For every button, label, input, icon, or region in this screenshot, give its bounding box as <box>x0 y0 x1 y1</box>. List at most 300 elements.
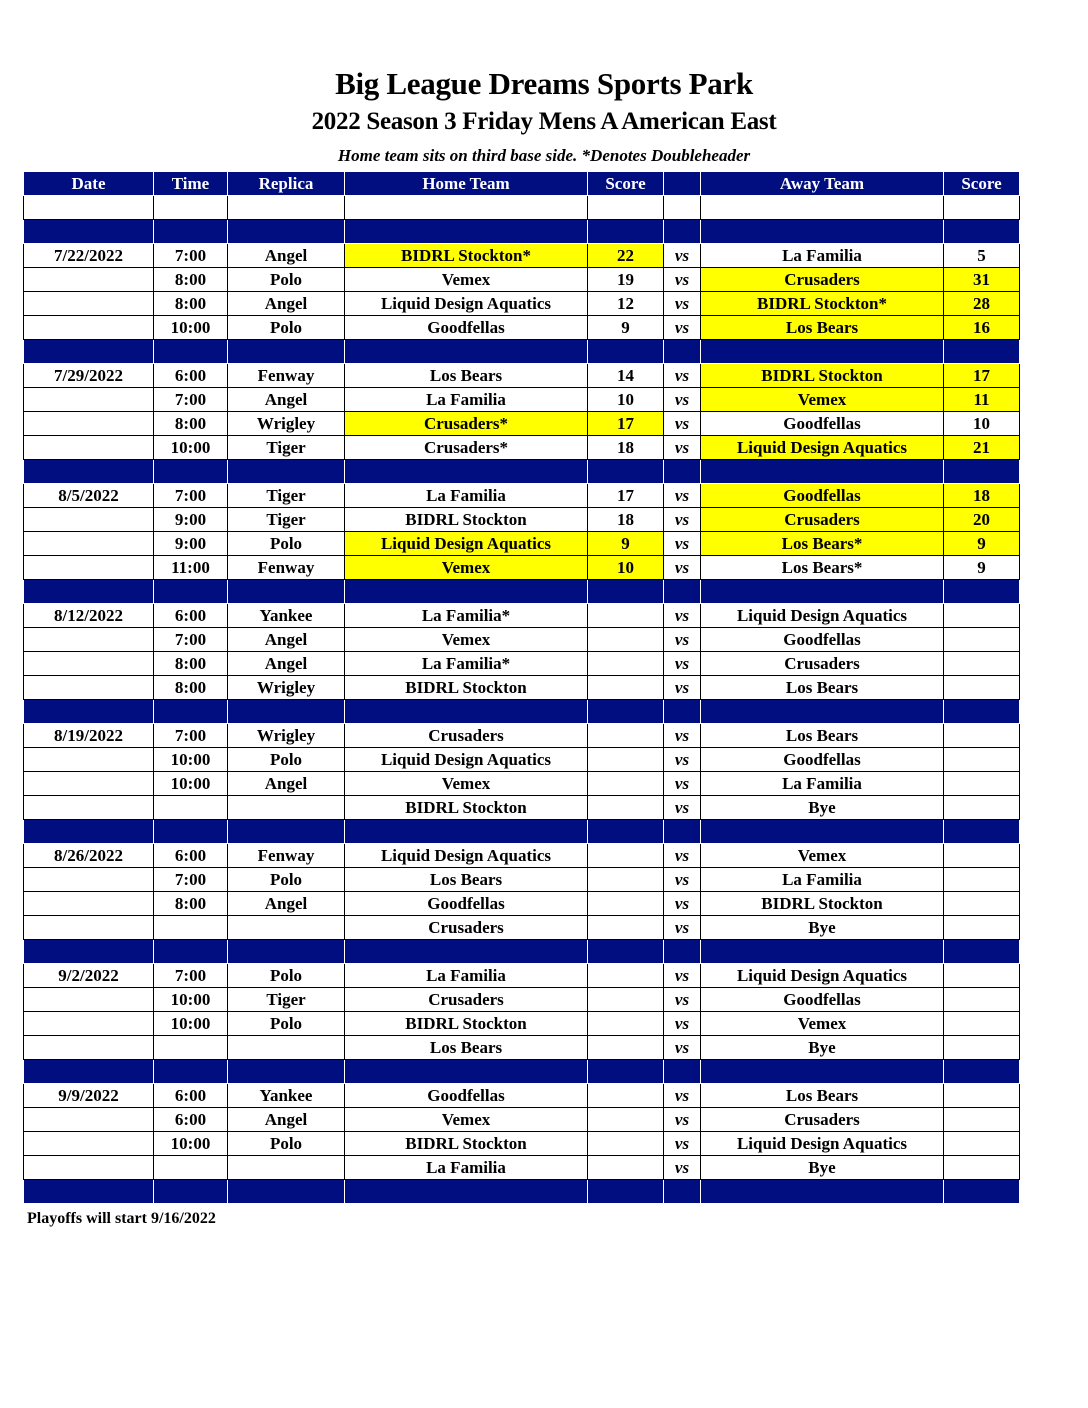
home-score <box>588 652 664 676</box>
home-team: Vemex <box>345 628 588 652</box>
game-field: Fenway <box>228 844 345 868</box>
away-score <box>944 1012 1020 1036</box>
game-time: 7:00 <box>154 964 228 988</box>
home-score <box>588 1036 664 1060</box>
game-date <box>24 676 154 700</box>
home-score <box>588 1012 664 1036</box>
home-team: Crusaders <box>345 724 588 748</box>
home-score: 18 <box>588 436 664 460</box>
home-score <box>588 1084 664 1108</box>
game-date <box>24 508 154 532</box>
game-time: 6:00 <box>154 1084 228 1108</box>
col-time: Time <box>154 172 228 196</box>
game-time: 8:00 <box>154 652 228 676</box>
away-score: 16 <box>944 316 1020 340</box>
away-score <box>944 916 1020 940</box>
game-field <box>228 1156 345 1180</box>
game-date <box>24 1012 154 1036</box>
game-field <box>228 916 345 940</box>
vs-label: vs <box>664 604 701 628</box>
game-field: Wrigley <box>228 412 345 436</box>
game-row <box>24 796 1020 820</box>
game-row <box>24 964 1020 988</box>
game-row <box>24 844 1020 868</box>
game-date: 8/19/2022 <box>24 724 154 748</box>
game-field: Angel <box>228 388 345 412</box>
game-field <box>228 1036 345 1060</box>
away-team: BIDRL Stockton* <box>701 292 944 316</box>
game-date: 8/5/2022 <box>24 484 154 508</box>
home-score <box>588 772 664 796</box>
home-team: BIDRL Stockton <box>345 796 588 820</box>
home-team: Crusaders <box>345 916 588 940</box>
game-row <box>24 508 1020 532</box>
game-date <box>24 388 154 412</box>
separator-row <box>24 940 1020 964</box>
home-score: 10 <box>588 388 664 412</box>
home-score <box>588 844 664 868</box>
vs-label: vs <box>664 628 701 652</box>
game-date: 9/2/2022 <box>24 964 154 988</box>
away-score: 18 <box>944 484 1020 508</box>
game-row <box>24 724 1020 748</box>
away-score: 20 <box>944 508 1020 532</box>
game-row <box>24 1084 1020 1108</box>
away-team: Bye <box>701 1036 944 1060</box>
home-team: Liquid Design Aquatics <box>345 748 588 772</box>
home-team: BIDRL Stockton* <box>345 244 588 268</box>
game-time: 7:00 <box>154 724 228 748</box>
away-team: La Familia <box>701 244 944 268</box>
game-row <box>24 364 1020 388</box>
home-team: Goodfellas <box>345 1084 588 1108</box>
game-date <box>24 1132 154 1156</box>
home-score <box>588 916 664 940</box>
game-row <box>24 268 1020 292</box>
game-date <box>24 1156 154 1180</box>
away-score <box>944 604 1020 628</box>
game-row <box>24 868 1020 892</box>
away-score <box>944 772 1020 796</box>
home-score <box>588 892 664 916</box>
away-team: Los Bears <box>701 676 944 700</box>
home-team: BIDRL Stockton <box>345 1012 588 1036</box>
vs-label: vs <box>664 964 701 988</box>
game-time: 8:00 <box>154 292 228 316</box>
home-team: La Familia* <box>345 652 588 676</box>
game-field: Angel <box>228 628 345 652</box>
vs-label: vs <box>664 796 701 820</box>
home-team: Goodfellas <box>345 316 588 340</box>
game-time: 7:00 <box>154 868 228 892</box>
away-score <box>944 892 1020 916</box>
home-score: 17 <box>588 484 664 508</box>
game-field <box>228 796 345 820</box>
away-team: Crusaders <box>701 1108 944 1132</box>
away-score <box>944 748 1020 772</box>
game-field: Polo <box>228 868 345 892</box>
away-score <box>944 796 1020 820</box>
home-team: Crusaders <box>345 988 588 1012</box>
home-score: 9 <box>588 316 664 340</box>
game-field: Angel <box>228 1108 345 1132</box>
game-row <box>24 748 1020 772</box>
away-team: Goodfellas <box>701 628 944 652</box>
game-date <box>24 316 154 340</box>
game-row <box>24 628 1020 652</box>
game-date <box>24 268 154 292</box>
away-score <box>944 1108 1020 1132</box>
vs-label: vs <box>664 244 701 268</box>
separator-row <box>24 700 1020 724</box>
game-row <box>24 652 1020 676</box>
away-score <box>944 676 1020 700</box>
game-time <box>154 796 228 820</box>
game-time: 6:00 <box>154 1108 228 1132</box>
game-field: Angel <box>228 244 345 268</box>
game-time: 10:00 <box>154 316 228 340</box>
game-date <box>24 916 154 940</box>
home-score <box>588 1132 664 1156</box>
away-team: Crusaders <box>701 652 944 676</box>
header-row <box>24 172 1020 196</box>
home-score <box>588 604 664 628</box>
game-date <box>24 868 154 892</box>
separator-row <box>24 340 1020 364</box>
game-field: Tiger <box>228 436 345 460</box>
col-date: Date <box>24 172 154 196</box>
game-date <box>24 772 154 796</box>
game-time: 8:00 <box>154 268 228 292</box>
separator-row <box>24 580 1020 604</box>
home-team: Liquid Design Aquatics <box>345 292 588 316</box>
game-date: 8/12/2022 <box>24 604 154 628</box>
game-field: Wrigley <box>228 724 345 748</box>
vs-label: vs <box>664 364 701 388</box>
game-row <box>24 988 1020 1012</box>
game-field: Yankee <box>228 1084 345 1108</box>
away-team: Crusaders <box>701 508 944 532</box>
game-row <box>24 292 1020 316</box>
home-score: 12 <box>588 292 664 316</box>
game-date: 7/29/2022 <box>24 364 154 388</box>
home-team: La Familia <box>345 1156 588 1180</box>
away-score <box>944 988 1020 1012</box>
away-team: Los Bears <box>701 724 944 748</box>
away-score <box>944 628 1020 652</box>
home-score <box>588 868 664 892</box>
home-team: Vemex <box>345 556 588 580</box>
game-field: Polo <box>228 964 345 988</box>
game-field: Polo <box>228 532 345 556</box>
game-row <box>24 484 1020 508</box>
game-row <box>24 436 1020 460</box>
game-time: 11:00 <box>154 556 228 580</box>
home-team: Los Bears <box>345 868 588 892</box>
game-field: Tiger <box>228 484 345 508</box>
game-date <box>24 412 154 436</box>
away-team: Crusaders <box>701 268 944 292</box>
vs-label: vs <box>664 892 701 916</box>
col-vs <box>664 172 701 196</box>
away-score: 21 <box>944 436 1020 460</box>
game-field: Polo <box>228 268 345 292</box>
col-away-score: Score <box>944 172 1020 196</box>
game-date <box>24 988 154 1012</box>
game-row <box>24 1012 1020 1036</box>
home-score <box>588 1156 664 1180</box>
vs-label: vs <box>664 1156 701 1180</box>
game-time: 7:00 <box>154 244 228 268</box>
game-field: Angel <box>228 652 345 676</box>
home-team: BIDRL Stockton <box>345 508 588 532</box>
game-date <box>24 1036 154 1060</box>
away-score <box>944 1156 1020 1180</box>
away-score <box>944 652 1020 676</box>
home-score <box>588 796 664 820</box>
game-row <box>24 1156 1020 1180</box>
away-score <box>944 1036 1020 1060</box>
game-row <box>24 244 1020 268</box>
game-date <box>24 748 154 772</box>
home-score: 10 <box>588 556 664 580</box>
separator-row <box>24 460 1020 484</box>
away-team: Liquid Design Aquatics <box>701 604 944 628</box>
vs-label: vs <box>664 868 701 892</box>
away-score: 9 <box>944 532 1020 556</box>
away-score <box>944 1084 1020 1108</box>
game-field: Angel <box>228 292 345 316</box>
vs-label: vs <box>664 1036 701 1060</box>
home-team: Los Bears <box>345 364 588 388</box>
game-field: Polo <box>228 748 345 772</box>
game-time: 6:00 <box>154 604 228 628</box>
game-row <box>24 604 1020 628</box>
game-time: 8:00 <box>154 892 228 916</box>
away-score <box>944 1132 1020 1156</box>
game-time: 10:00 <box>154 1132 228 1156</box>
game-time: 10:00 <box>154 988 228 1012</box>
away-team: Goodfellas <box>701 748 944 772</box>
home-score: 22 <box>588 244 664 268</box>
away-team: Bye <box>701 1156 944 1180</box>
game-time: 10:00 <box>154 436 228 460</box>
page-subtitle: 2022 Season 3 Friday Mens A American East <box>311 108 777 135</box>
vs-label: vs <box>664 436 701 460</box>
home-team: Vemex <box>345 772 588 796</box>
home-team: BIDRL Stockton <box>345 676 588 700</box>
playoffs-note: Playoffs will start 9/16/2022 <box>27 1210 216 1227</box>
away-score: 11 <box>944 388 1020 412</box>
col-home-score: Score <box>588 172 664 196</box>
game-time <box>154 1036 228 1060</box>
home-score <box>588 676 664 700</box>
vs-label: vs <box>664 268 701 292</box>
home-score: 14 <box>588 364 664 388</box>
game-date <box>24 532 154 556</box>
away-team: Vemex <box>701 388 944 412</box>
game-row <box>24 772 1020 796</box>
home-team: Crusaders* <box>345 436 588 460</box>
home-score <box>588 748 664 772</box>
separator-row <box>24 820 1020 844</box>
vs-label: vs <box>664 292 701 316</box>
game-row <box>24 1036 1020 1060</box>
game-field: Tiger <box>228 508 345 532</box>
away-score: 9 <box>944 556 1020 580</box>
away-score <box>944 868 1020 892</box>
game-date: 8/26/2022 <box>24 844 154 868</box>
col-away-team: Away Team <box>701 172 944 196</box>
game-field: Fenway <box>228 364 345 388</box>
home-team: La Familia* <box>345 604 588 628</box>
vs-label: vs <box>664 556 701 580</box>
game-time: 9:00 <box>154 508 228 532</box>
home-team: La Familia <box>345 964 588 988</box>
home-score <box>588 724 664 748</box>
game-row <box>24 556 1020 580</box>
away-team: Goodfellas <box>701 988 944 1012</box>
home-score <box>588 1108 664 1132</box>
game-field: Angel <box>228 892 345 916</box>
game-date <box>24 556 154 580</box>
home-score: 9 <box>588 532 664 556</box>
game-row <box>24 532 1020 556</box>
home-team: Los Bears <box>345 1036 588 1060</box>
home-score <box>588 628 664 652</box>
away-team: Liquid Design Aquatics <box>701 1132 944 1156</box>
game-time: 10:00 <box>154 772 228 796</box>
game-row <box>24 1132 1020 1156</box>
separator-row <box>24 220 1020 244</box>
vs-label: vs <box>664 676 701 700</box>
schedule-table <box>23 171 1020 1204</box>
game-time: 7:00 <box>154 388 228 412</box>
home-score <box>588 964 664 988</box>
vs-label: vs <box>664 508 701 532</box>
game-time: 8:00 <box>154 412 228 436</box>
vs-label: vs <box>664 748 701 772</box>
home-team: Crusaders* <box>345 412 588 436</box>
col-replica: Replica <box>228 172 345 196</box>
away-score: 31 <box>944 268 1020 292</box>
vs-label: vs <box>664 988 701 1012</box>
game-time: 10:00 <box>154 1012 228 1036</box>
game-time: 10:00 <box>154 748 228 772</box>
game-time: 9:00 <box>154 532 228 556</box>
away-team: Los Bears <box>701 316 944 340</box>
game-time: 7:00 <box>154 628 228 652</box>
game-row <box>24 1108 1020 1132</box>
vs-label: vs <box>664 772 701 796</box>
home-team: Vemex <box>345 1108 588 1132</box>
game-field: Polo <box>228 1132 345 1156</box>
away-score <box>944 724 1020 748</box>
game-row <box>24 412 1020 436</box>
game-field: Yankee <box>228 604 345 628</box>
vs-label: vs <box>664 844 701 868</box>
game-row <box>24 388 1020 412</box>
away-team: La Familia <box>701 772 944 796</box>
game-date <box>24 652 154 676</box>
home-team: Goodfellas <box>345 892 588 916</box>
away-team: Liquid Design Aquatics <box>701 964 944 988</box>
game-date <box>24 892 154 916</box>
game-time <box>154 916 228 940</box>
game-date: 7/22/2022 <box>24 244 154 268</box>
game-field: Polo <box>228 316 345 340</box>
away-team: Los Bears* <box>701 532 944 556</box>
game-date <box>24 796 154 820</box>
game-date <box>24 436 154 460</box>
away-team: Bye <box>701 796 944 820</box>
game-time: 7:00 <box>154 484 228 508</box>
spacer-row <box>24 196 1020 220</box>
vs-label: vs <box>664 652 701 676</box>
home-team: Vemex <box>345 268 588 292</box>
separator-row <box>24 1060 1020 1084</box>
home-score <box>588 988 664 1012</box>
game-time <box>154 1156 228 1180</box>
vs-label: vs <box>664 484 701 508</box>
game-date <box>24 628 154 652</box>
away-team: Liquid Design Aquatics <box>701 436 944 460</box>
away-team: Goodfellas <box>701 484 944 508</box>
away-team: Bye <box>701 916 944 940</box>
doubleheader-note: Home team sits on third base side. *Denotes Doubleheader <box>337 146 751 165</box>
game-field: Fenway <box>228 556 345 580</box>
vs-label: vs <box>664 532 701 556</box>
away-team: Goodfellas <box>701 412 944 436</box>
away-score: 17 <box>944 364 1020 388</box>
home-score: 17 <box>588 412 664 436</box>
home-team: La Familia <box>345 484 588 508</box>
separator-row <box>24 1180 1020 1204</box>
game-date <box>24 292 154 316</box>
game-field: Tiger <box>228 988 345 1012</box>
away-team: Los Bears <box>701 1084 944 1108</box>
vs-label: vs <box>664 1012 701 1036</box>
game-time: 6:00 <box>154 844 228 868</box>
game-row <box>24 316 1020 340</box>
game-field: Wrigley <box>228 676 345 700</box>
vs-label: vs <box>664 1108 701 1132</box>
home-team: Liquid Design Aquatics <box>345 844 588 868</box>
col-home-team: Home Team <box>345 172 588 196</box>
vs-label: vs <box>664 1132 701 1156</box>
away-score <box>944 844 1020 868</box>
away-score <box>944 964 1020 988</box>
vs-label: vs <box>664 916 701 940</box>
game-row <box>24 892 1020 916</box>
home-team: Liquid Design Aquatics <box>345 532 588 556</box>
game-row <box>24 676 1020 700</box>
vs-label: vs <box>664 412 701 436</box>
vs-label: vs <box>664 388 701 412</box>
game-time: 6:00 <box>154 364 228 388</box>
vs-label: vs <box>664 724 701 748</box>
page-title: Big League Dreams Sports Park <box>335 66 753 101</box>
home-score: 18 <box>588 508 664 532</box>
away-team: Vemex <box>701 1012 944 1036</box>
home-team: La Familia <box>345 388 588 412</box>
away-team: Vemex <box>701 844 944 868</box>
home-score: 19 <box>588 268 664 292</box>
game-date <box>24 1108 154 1132</box>
game-row <box>24 916 1020 940</box>
away-team: La Familia <box>701 868 944 892</box>
home-team: BIDRL Stockton <box>345 1132 588 1156</box>
